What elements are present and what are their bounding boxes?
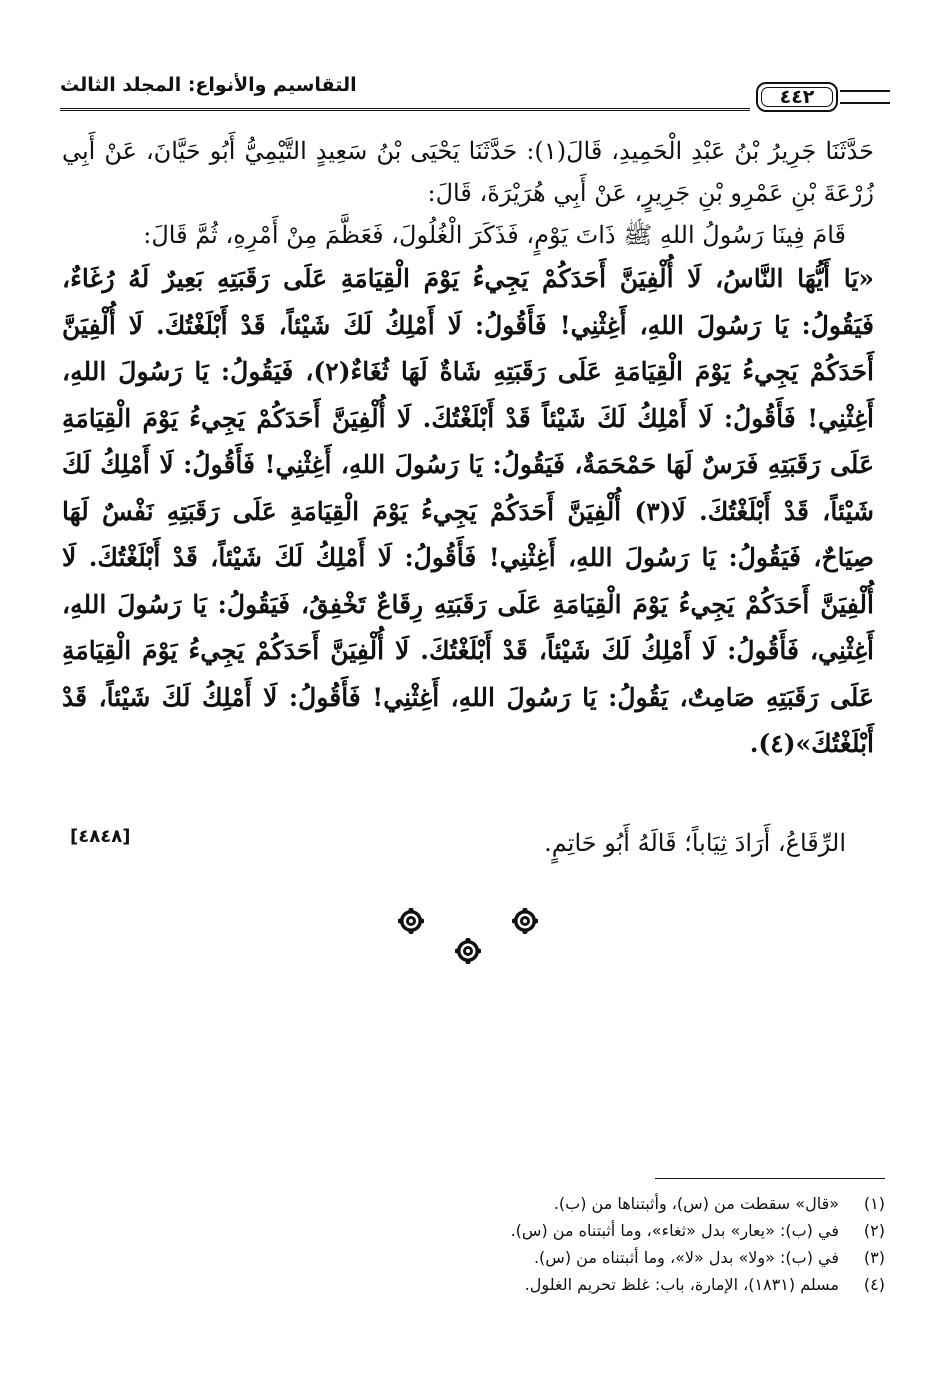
footnote-number: (٤) [863, 1275, 885, 1294]
footnote-item [73, 1271, 885, 1298]
hadith-number: [٤٨٤٨] [70, 826, 131, 847]
page-number-box [756, 82, 838, 112]
hadith-text-paragraph: «يَا أَيُّهَا النَّاسُ، لَا أُلْفِيَنَّ أَحَدَكُمْ يَجِيءُ يَوْمَ الْقِيَامَةِ عَلَى رَقَبَتِهِ بَعِيرٌ لَهُ رُغَاءٌ، فَيَقُولُ: يَا رَسُولَ اللهِ، أَغِثْنِي! فَأَقُولُ: لَا أَمْلِكُ لَكَ شَيْئاً، قَدْ أَبْلَغْتُكَ. لَا أُلْفِيَنَّ أَحَدَكُمْ يَجِيءُ يَوْمَ الْقِيَامَةِ عَلَى رَقَبَتِهِ شَاةٌ لَهَا ثُغَاءٌ(٢)، فَيَقُولُ: يَا رَسُولَ اللهِ، أَغِثْنِي! فَأَقُولُ: لَا أَمْلِكُ لَكَ شَيْئاً قَدْ أَبْلَغْتُكَ. لَا أُلْفِيَنَّ أَحَدَكُمْ يَجِيءُ يَوْمَ الْقِيَامَةِ عَلَى رَقَبَتِهِ فَرَسٌ لَهَا حَمْحَمَةٌ، فَيَقُولُ: يَا رَسُولَ اللهِ، أَغِثْنِي! فَأَقُولُ: لَا أَمْلِكُ لَكَ شَيْئاً، قَدْ أَبْلَغْتُكَ. لَا(٣) أُلْفِيَنَّ أَحَدَكُمْ يَجِيءُ يَوْمَ الْقِيَامَةِ عَلَى رَقَبَتِهِ نَفْسٌ لَهَا صِيَاحٌ، فَيَقُولُ: يَا رَسُولَ اللهِ، أَغِثْنِي! فَأَقُولُ: لَا أَمْلِكُ لَكَ شَيْئاً، قَدْ أَبْلَغْتُكَ. لَا أُلْفِيَنَّ أَحَدَكُمْ يَجِيءُ يَوْمَ الْقِيَامَةِ عَلَى رَقَبَتِهِ رِقَاعٌ تَخْفِقُ، فَيَقُولُ: يَا رَسُولَ اللهِ، أَغِثْنِي، فَأَقُولُ: لَا أَمْلِكُ لَكَ شَيْئاً، قَدْ أَبْلَغْتُكَ. لَا أُلْفِيَنَّ أَحَدَكُمْ يَجِيءُ يَوْمَ الْقِيَامَةِ عَلَى رَقَبَتِهِ صَامِتٌ، يَقُولُ: يَا رَسُولَ اللهِ، أَغِثْنِي! فَأَقُولُ: لَا أَمْلِكُ لَكَ شَيْئاً، قَدْ أَبْلَغْتُكَ»(٤). [62, 264, 874, 758]
footnote-item [73, 1244, 885, 1271]
header-decoration [840, 90, 890, 104]
footnote-text: في (ب): «ولا» بدل «لا»، وما أثبتناه من (س). [533, 1248, 839, 1267]
explanation-row [62, 822, 874, 866]
footnote-text: «قال» سقطت من (س)، وأثبتناها من (ب). [553, 1194, 839, 1213]
main-text [62, 130, 874, 768]
footnote-text: مسلم (١٨٣١)، الإمارة، باب: غلظ تحريم الغلول. [524, 1275, 839, 1294]
narration-intro-paragraph: قَامَ فِينَا رَسُولُ اللهِ ﷺ ذَاتَ يَوْمٍ، فَذَكَرَ الْغُلُولَ، فَعَظَّمَ مِنْ أَمْرِهِ، ثُمَّ قَالَ: [143, 221, 846, 249]
footnote-rule [655, 1178, 885, 1179]
footnote-number: (٣) [863, 1248, 885, 1267]
header-rule [60, 108, 750, 111]
running-header [60, 68, 890, 120]
flower-ornament-icon [455, 938, 481, 964]
footnote-item [73, 1217, 885, 1244]
footnote-number: (٢) [863, 1221, 885, 1240]
page-number: ٤٤٢ [779, 86, 815, 108]
footnote-item [73, 1190, 885, 1217]
isnad-paragraph: حَدَّثَنَا جَرِيرُ بْنُ عَبْدِ الْحَمِيدِ، قَالَ(١): حَدَّثَنَا يَحْيَى بْنُ سَعِيدٍ التَّيْمِيُّ أَبُو حَيَّانَ، عَنْ أَبِي زُرْعَةَ بْنِ عَمْرِو بْنِ جَرِيرٍ، عَنْ أَبِي هُرَيْرَةَ، قَالَ: [62, 137, 874, 207]
header-title: التقاسيم والأنواع: المجلد الثالث [60, 74, 357, 96]
footnote-number: (١) [863, 1194, 885, 1213]
explanation-text: الرِّقَاعُ، أَرَادَ ثِيَاباً؛ قَالَهُ أَبُو حَاتِمٍ. [544, 829, 846, 857]
flower-ornament-icon [512, 908, 538, 934]
flower-ornament-icon [398, 908, 424, 934]
footnote-text: في (ب): «يعار» بدل «ثغاء»، وما أثبتناه من (س). [510, 1221, 839, 1240]
footnotes [73, 1190, 885, 1298]
